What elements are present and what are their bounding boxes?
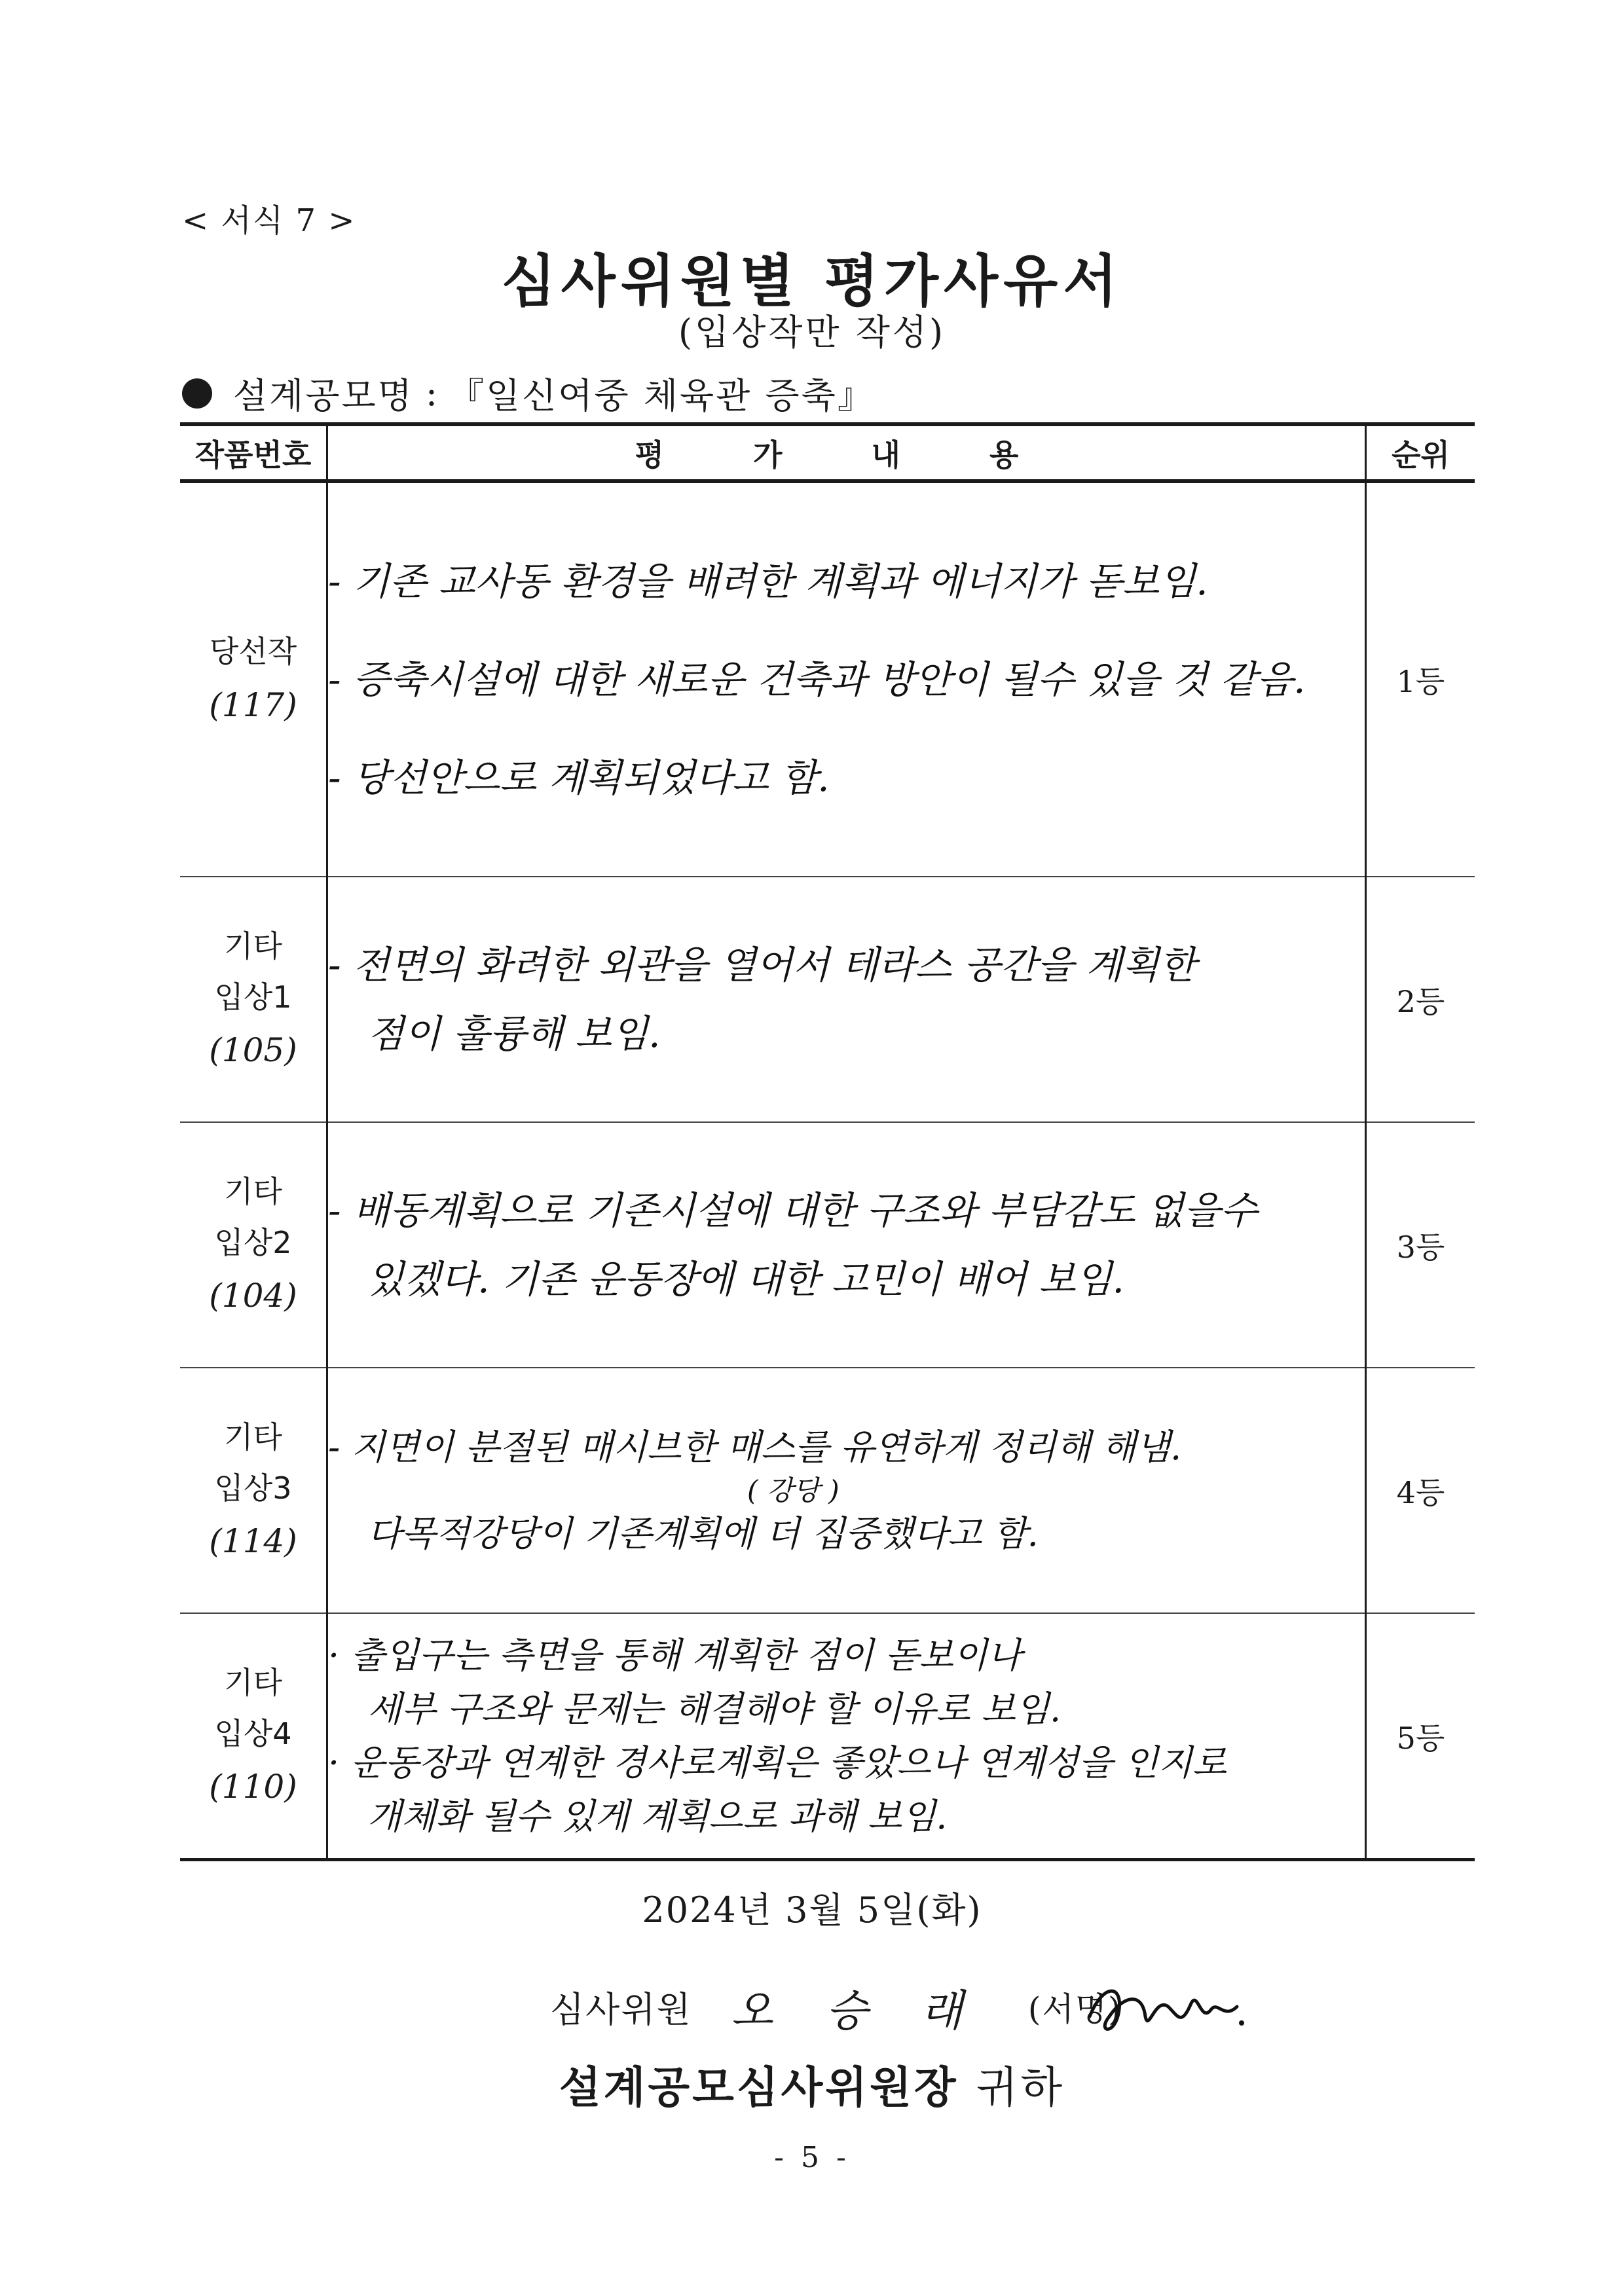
- entry-cell: [180, 1368, 327, 1613]
- addressee: [0, 2052, 1624, 2115]
- evaluation-line: 점이 훌륭해 보임.: [367, 1011, 661, 1056]
- table-header-row: [180, 424, 1475, 481]
- evaluation-cell: [327, 877, 1366, 1122]
- entry-title: 기타: [224, 1664, 282, 1700]
- judge-label: 심사위원: [550, 1988, 692, 2030]
- entry-cell: [180, 877, 327, 1122]
- entry-title: 기타: [224, 1419, 282, 1455]
- form-label: < 서식 7 >: [182, 202, 356, 239]
- evaluation-line: 다목적강당이 기존계획에 더 집중했다고 함.: [367, 1512, 1039, 1554]
- evaluation-line: 세부 구조와 문제는 해결해야 할 이유로 보임.: [367, 1688, 1061, 1730]
- evaluation-line: - 증축시설에 대한 새로운 건축과 방안이 될수 있을 것 같음.: [328, 657, 1306, 702]
- rank-cell: 4등: [1366, 1368, 1475, 1613]
- entry-subtitle: 입상3: [214, 1470, 292, 1506]
- entry-cell: [180, 481, 327, 877]
- entry-subtitle: 입상2: [214, 1225, 292, 1260]
- table-row: [180, 1613, 1475, 1860]
- evaluation-line: ( 강당 ): [747, 1474, 840, 1506]
- evaluation-cell: [327, 481, 1366, 877]
- rank-cell: 5등: [1366, 1613, 1475, 1860]
- entry-number: (117): [209, 685, 297, 724]
- rank-cell: 3등: [1366, 1122, 1475, 1368]
- entry-cell: [180, 1122, 327, 1368]
- document-title: 심사위원별 평가사유서: [501, 248, 1123, 314]
- addressee-title: 설계공모심사위원장: [559, 2062, 959, 2113]
- evaluation-line: · 출입구는 측면을 통해 계획한 점이 돋보이나: [328, 1634, 1022, 1676]
- evaluation-line: - 당선안으로 계획되었다고 함.: [328, 756, 830, 800]
- project-line: [182, 368, 875, 418]
- evaluation-cell: [327, 1122, 1366, 1368]
- entry-title: 당선작: [209, 634, 297, 670]
- evaluation-table: [180, 422, 1475, 1861]
- project-separator: :: [425, 373, 440, 414]
- evaluation-line: - 기존 교사동 환경을 배려한 계획과 에너지가 돋보임.: [328, 559, 1208, 604]
- header-entry-number: 작품번호: [180, 424, 327, 481]
- document-subtitle: (입상작만 작성): [678, 312, 946, 353]
- entry-number: (104): [209, 1277, 297, 1315]
- header-evaluation: 평 가 내 용: [327, 424, 1366, 481]
- evaluation-cell: [327, 1368, 1366, 1613]
- entry-title: 기타: [224, 928, 282, 964]
- evaluation-line: - 배동계획으로 기존시설에 대한 구조와 부담감도 없을수: [328, 1188, 1257, 1233]
- evaluation-cell: [327, 1613, 1366, 1860]
- evaluation-line: - 전면의 화려한 외관을 열어서 테라스 공간을 계획한: [328, 942, 1196, 987]
- evaluation-line: 있겠다. 기존 운동장에 대한 고민이 배어 보임.: [367, 1256, 1124, 1302]
- entry-cell: [180, 1613, 327, 1860]
- judge-name: 오 승 래: [731, 1985, 982, 2036]
- entry-number: (110): [209, 1768, 297, 1806]
- bullet-icon: [182, 378, 212, 409]
- table-row: [180, 1368, 1475, 1613]
- table-row: [180, 481, 1475, 877]
- header-rank: 순위: [1366, 424, 1475, 481]
- evaluation-line: - 지면이 분절된 매시브한 매스를 유연하게 정리해 해냄.: [328, 1426, 1182, 1468]
- document-date: 2024년 3월 5일(화): [642, 1889, 982, 1931]
- entry-title: 기타: [224, 1173, 282, 1209]
- rank-cell: 2등: [1366, 877, 1475, 1122]
- rank-cell: 1등: [1396, 664, 1445, 699]
- table-row: [180, 1122, 1475, 1368]
- addressee-honorific: 귀하: [976, 2062, 1065, 2113]
- project-name: 『일신여중 체육관 증축』: [449, 375, 875, 416]
- project-label: 설계공모명: [233, 375, 414, 416]
- evaluation-line: 개체화 될수 있게 계획으로 과해 보임.: [367, 1795, 948, 1837]
- table-row: [180, 877, 1475, 1122]
- entry-number: (105): [209, 1031, 297, 1070]
- judge-signature-line: [550, 1971, 1247, 2043]
- page-number: - 5 -: [774, 2141, 850, 2174]
- entry-number: (114): [209, 1522, 297, 1561]
- signature-icon: [1083, 1971, 1247, 2043]
- entry-subtitle: 입상1: [214, 979, 292, 1015]
- entry-subtitle: 입상4: [214, 1716, 292, 1751]
- sign-label: (서명): [1027, 1990, 1122, 2028]
- evaluation-line: · 운동장과 연계한 경사로계획은 좋았으나 연계성을 인지로: [328, 1741, 1227, 1783]
